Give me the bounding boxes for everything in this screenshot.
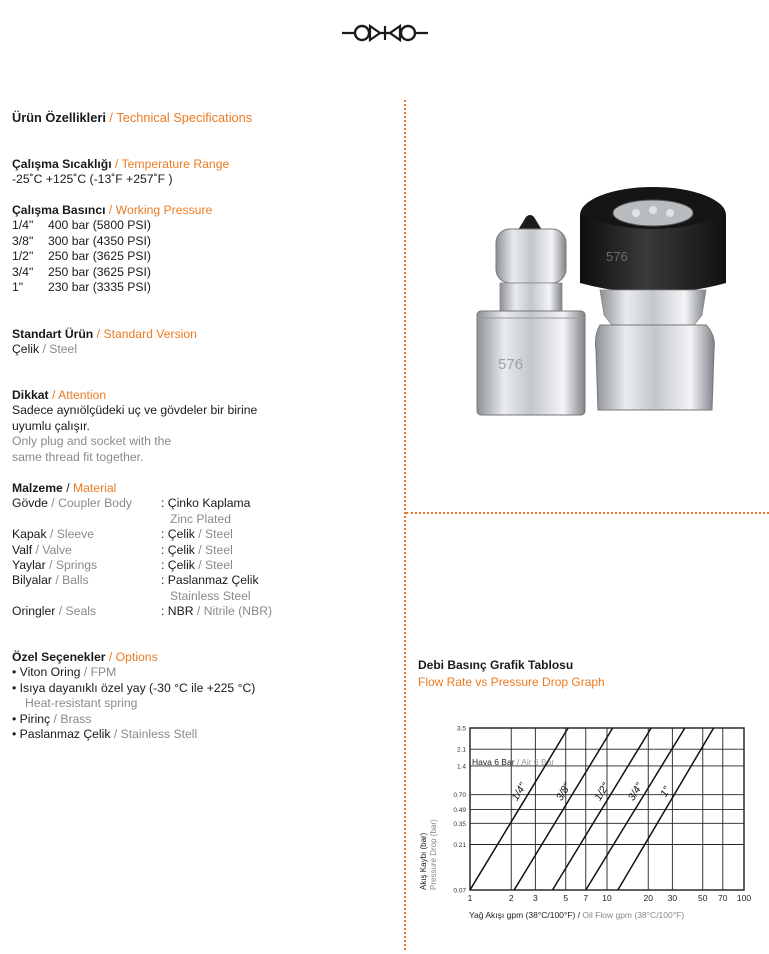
pressure-section: Çalışma Basıncı / Working Pressure 1/4" 400 bar (5800 PSI) 3/8" 300 bar (4350 PSI) 1/2" 250 bar (3625 PSI) 3/4" 250 bar (3625 PSI) 1" 230 bar (3335 PSI) (12, 203, 392, 295)
series-label: 3/8" (553, 781, 574, 803)
material-value-tr: Çelik (167, 527, 195, 542)
standard-label-en: Standard Version (103, 327, 197, 341)
pressure-size: 1/2" (12, 249, 34, 264)
options-label-tr: Özel Seçenekler (12, 650, 106, 664)
standard-value-tr: Çelik (12, 342, 40, 357)
material-part-en: Sleeve (56, 527, 94, 542)
option-tr: Isıya dayanıklı özel yay (-30 °C ile +225 °C) (19, 680, 256, 695)
material-value-en: Zinc Plated (170, 511, 231, 526)
graph-title-en: Flow Rate vs Pressure Drop Graph (418, 675, 605, 689)
attention-label-en: Attention (58, 388, 107, 402)
pressure-row (12, 218, 392, 233)
pressure-value: 400 bar (5800 PSI) (48, 218, 151, 233)
plug-icon (477, 215, 585, 415)
y-axis-label-en: Pressure Drop (bar) (429, 819, 438, 890)
pressure-size: 1/4" (12, 218, 34, 233)
y-tick-label: 3.5 (456, 725, 466, 733)
material-part-tr: Yaylar (12, 558, 46, 573)
material-value-en: Nitrile (NBR) (203, 604, 273, 619)
series-label: 1/4" (509, 781, 530, 803)
material-value-tr: Paslanmaz Çelik (167, 573, 259, 588)
y-tick-label: 0.07 (453, 887, 466, 895)
pressure-row (12, 265, 392, 280)
material-part-tr: Bilyalar (12, 573, 52, 588)
spec-title: Ürün Özellikleri / Technical Specifications (12, 110, 253, 125)
x-tick-label: 7 (583, 893, 589, 903)
option-en: FPM (90, 665, 117, 680)
bullet-icon: • (12, 665, 17, 680)
material-row: Valf / Valve : Çelik / Steel (12, 542, 233, 557)
option-tr: Paslanmaz Çelik (19, 727, 111, 742)
material-part-tr: Gövde (12, 496, 48, 511)
material-label-tr: Malzeme (12, 481, 63, 495)
x-tick-label: 2 (508, 893, 514, 903)
options-list (12, 665, 392, 742)
x-tick-label: 100 (736, 893, 752, 903)
spec-title-tr: Ürün Özellikleri (12, 110, 106, 125)
attention-text-tr-2: uyumlu çalışır. (12, 418, 90, 433)
y-tick-label: 0.21 (453, 842, 466, 850)
horizontal-divider (406, 512, 769, 514)
options-label-en: Options (115, 650, 158, 664)
material-part-tr: Oringler (12, 604, 56, 619)
series-label: 1" (658, 784, 674, 800)
material-part-en: Springs (55, 558, 98, 573)
material-part-en: Seals (65, 604, 97, 619)
material-row: Yaylar / Springs : Çelik / Steel (12, 558, 233, 573)
temperature-section: Çalışma Sıcaklığı / Temperature Range -25˚C +125˚C (-13˚F +257˚F ) (12, 157, 392, 188)
material-row: Kapak / Sleeve : Çelik / Steel (12, 527, 233, 542)
material-value-tr: Çelik (167, 542, 195, 557)
graph-title (418, 657, 605, 691)
material-part-en: Valve (42, 542, 72, 557)
annotation-en: Air 6 Bar (521, 756, 555, 767)
bullet-icon: • (12, 727, 17, 742)
material-value-en: Steel (205, 558, 233, 573)
series-label: 1/2" (592, 781, 612, 803)
bullet-icon: • (12, 711, 17, 726)
material-value-en: Steel (205, 527, 233, 542)
option-en: Heat-resistant spring (25, 696, 138, 711)
material-row: Bilyalar / Balls : Paslanmaz Çelik Stainless Steel (12, 573, 392, 604)
x-axis-label-tr: Yağ Akışı gpm (38°C/100°F) (469, 910, 576, 920)
annotation-tr: Hava 6 Bar (472, 756, 515, 767)
x-tick-label: 5 (563, 893, 569, 903)
attention-text-tr-1: Sadece aynıölçüdeki uç ve gövdeler bir birine (12, 403, 258, 418)
vertical-divider (404, 100, 406, 950)
material-section: Malzeme / Material Gövde / Coupler Body : Çinko Kaplama Zinc Plated Kapak / Sleeve : Çelik / Steel Valf / Valve : Çelik / Steel Yaylar / Springs : Çelik / Steel Bilyalar / Balls : Paslanmaz Çelik Stainless Steel Oringler / Seals : NBR / Nitrile (NBR) (12, 481, 392, 620)
series-label: 3/4" (625, 781, 646, 803)
material-part-en: Balls (62, 573, 89, 588)
option-tr: Viton Oring (19, 665, 81, 680)
pressure-size: 3/4" (12, 264, 34, 279)
temperature-label-tr: Çalışma Sıcaklığı (12, 157, 112, 171)
spec-title-en: Technical Specifications (116, 110, 253, 125)
pressure-value: 250 bar (3625 PSI) (48, 264, 151, 279)
y-tick-label: 1.4 (456, 763, 466, 771)
attention-label-tr: Dikkat (12, 388, 49, 402)
graph-title-tr: Debi Basınç Grafik Tablosu (418, 658, 574, 672)
temperature-value: -25˚C +125˚C (-13˚F +257˚F ) (12, 172, 173, 187)
x-axis-label (469, 910, 684, 920)
material-value-tr: NBR (167, 604, 194, 619)
x-axis-label-en: Oil Flow gpm (38°C/100°F) (582, 910, 685, 920)
standard-label-tr: Standart Ürün (12, 327, 94, 341)
coupling-logo-icon (340, 20, 430, 46)
y-tick-label: 2.1 (456, 746, 466, 754)
socket-icon (580, 187, 726, 410)
pressure-list (12, 218, 392, 295)
standard-section: Standart Ürün / Standard Version Çelik / Steel (12, 327, 197, 357)
pressure-value: 230 bar (3335 PSI) (48, 280, 151, 295)
x-tick-label: 1 (467, 893, 473, 903)
plug-code: 576 (498, 356, 524, 373)
x-tick-label: 50 (698, 893, 708, 903)
bullet-icon: • (12, 680, 17, 695)
pressure-row (12, 249, 392, 264)
option-en: Brass (60, 711, 92, 726)
option-item (12, 681, 392, 712)
material-part-tr: Valf (12, 542, 33, 557)
pressure-label-tr: Çalışma Basıncı (12, 203, 106, 217)
pressure-value: 250 bar (3625 PSI) (48, 249, 151, 264)
x-tick-label: 30 (667, 893, 678, 903)
annotation-sep: / (514, 756, 522, 767)
attention-section: Dikkat / Attention Sadece aynıölçüdeki uç ve gövdeler bir birine uyumlu çalışır. Only plug and socket with the same thread fit together. (12, 388, 392, 465)
y-tick-label: 0.49 (453, 806, 466, 814)
socket-code: 576 (606, 249, 628, 264)
x-tick-label: 10 (602, 893, 612, 903)
x-axis-label-sep: / (575, 910, 583, 920)
material-value-tr: Çelik (167, 558, 195, 573)
y-tick-label: 0.70 (453, 792, 466, 800)
pressure-size: 1" (12, 280, 24, 295)
pressure-row (12, 280, 392, 295)
option-en: Stainless Stell (120, 727, 198, 742)
material-value-en: Steel (205, 542, 233, 557)
material-row: Gövde / Coupler Body : Çinko Kaplama Zinc Plated (12, 496, 392, 527)
temperature-label-en: Temperature Range (121, 157, 230, 171)
x-tick-label: 20 (643, 893, 653, 903)
y-tick-label: 0.35 (453, 820, 466, 828)
attention-text-en-1: Only plug and socket with the (12, 434, 172, 449)
material-value-en: Stainless Steel (170, 588, 251, 603)
material-row: Oringler / Seals : NBR / Nitrile (NBR) (12, 604, 273, 619)
pressure-size: 3/8" (12, 233, 34, 248)
option-item: • Viton Oring / FPM (12, 665, 117, 680)
option-tr: Pirinç (19, 711, 51, 726)
option-item: • Pirinç / Brass (12, 711, 92, 726)
pressure-label-en: Working Pressure (115, 203, 213, 217)
pressure-value: 300 bar (4350 PSI) (48, 233, 151, 248)
flow-pressure-chart (414, 722, 764, 952)
material-part-en: Coupler Body (58, 496, 132, 511)
product-image (440, 185, 730, 430)
pressure-row (12, 234, 392, 249)
chart-annotation (472, 757, 554, 767)
material-label-en: Material (72, 481, 117, 495)
attention-text-en-2: same thread fit together. (12, 449, 144, 464)
standard-value-en: Steel (49, 342, 78, 357)
option-item: • Paslanmaz Çelik / Stainless Stell (12, 727, 198, 742)
material-value-tr: Çinko Kaplama (167, 496, 251, 511)
y-axis-label-tr: Akış Kaybı (bar) (419, 832, 428, 890)
material-list (12, 496, 392, 619)
material-part-tr: Kapak (12, 527, 47, 542)
x-tick-label: 3 (532, 893, 538, 903)
options-section: Özel Seçenekler / Options • Viton Oring / FPM • Isıya dayanıklı özel yay (-30 °C ile +225 °C) Heat-resistant spring • Pirinç / Brass • Paslanmaz Çelik / Stainless Stell (12, 650, 392, 742)
x-tick-label: 70 (718, 893, 728, 903)
